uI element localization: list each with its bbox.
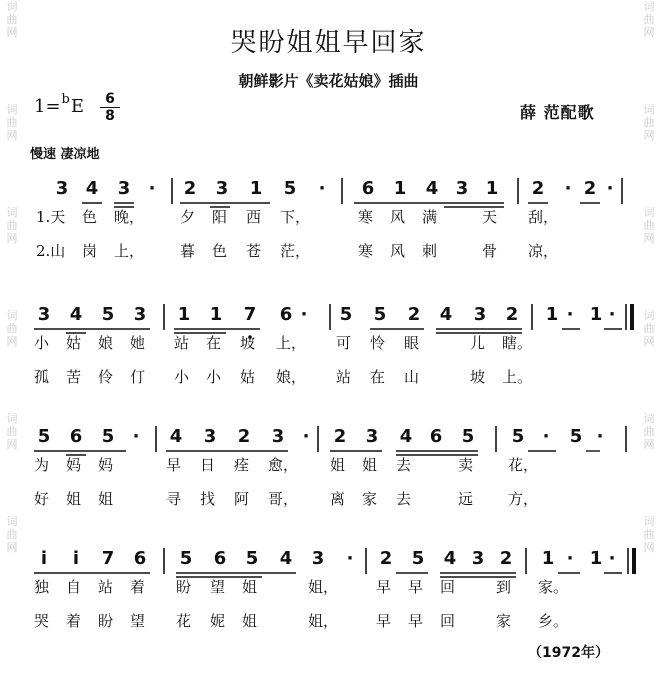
lyric-verse-2: 早 [408, 612, 424, 630]
note: 2 [505, 304, 519, 325]
lyric-verse-2: 姐 [242, 612, 258, 630]
note: 5 [411, 548, 425, 569]
lyric-verse-1: 愈， [268, 456, 299, 474]
note: · [606, 178, 614, 199]
note: 4 [443, 548, 457, 569]
time-signature [100, 92, 120, 123]
note: 3 [215, 178, 229, 199]
time-signature-top: 6 [105, 91, 115, 107]
note: · [300, 304, 308, 325]
note: · [346, 548, 354, 569]
note: 2 [379, 548, 393, 569]
lyric-verse-1: 可 [336, 334, 352, 352]
note: 6 [213, 548, 227, 569]
lyric-verse-1: 眼 [404, 334, 420, 352]
note: · [566, 548, 574, 569]
lyric-verse-2: 姐 [66, 490, 82, 508]
lyric-verse-2: 小 [206, 368, 222, 386]
lyric-verse-2: 风 [390, 242, 406, 260]
note: · [596, 426, 604, 447]
note: · [564, 178, 572, 199]
lyric-verse-1: 晚， [114, 208, 145, 226]
lyric-verse-2: 家 [496, 612, 512, 630]
note: 2 [583, 178, 597, 199]
note: 1 [393, 178, 407, 199]
lyric-verse-2: 找 [200, 490, 216, 508]
lyric-verse-1: 在 [206, 334, 222, 352]
note: · [608, 304, 616, 325]
lyric-verse-1: 寒 [358, 208, 374, 226]
lyric-verse-1: 早 [166, 456, 182, 474]
lyric-verse-1: 独 [34, 578, 50, 596]
key-signature [34, 92, 85, 117]
note: 5 [179, 548, 193, 569]
tempo-marking: 慢速 凄凉地 [30, 147, 100, 162]
note: 6 [69, 426, 83, 447]
note: 5 [569, 426, 583, 447]
note: 5 [101, 304, 115, 325]
lyric-verse-1: 1.天 [36, 208, 66, 226]
note: 6 [133, 548, 147, 569]
note: 3 [133, 304, 147, 325]
song-title: 哭盼姐姐早回家 [230, 28, 427, 58]
note: i [72, 548, 80, 569]
lyric-verse-2: 寻 [166, 490, 182, 508]
note: · [148, 178, 156, 199]
lyric-verse-1: 痊 [234, 456, 250, 474]
note: 1 [545, 304, 559, 325]
lyric-verse-2: 阿 [234, 490, 250, 508]
lyric-verse-1: 西 [246, 208, 262, 226]
lyric-verse-1: 卖 [458, 456, 474, 474]
note: 1 [249, 178, 263, 199]
score-system-2 [0, 304, 657, 424]
lyric-verse-2: 早 [376, 612, 392, 630]
lyric-verse-2: 着 [66, 612, 82, 630]
lyric-verse-1: 望 [210, 578, 226, 596]
lyric-verse-1: 自 [66, 578, 82, 596]
lyric-verse-1: 瞎。 [502, 334, 533, 352]
lyric-verse-1: 坡 [240, 334, 256, 352]
note: 4 [439, 304, 453, 325]
lyric-verse-1: 娘 [98, 334, 114, 352]
note: 7 [101, 548, 115, 569]
note: 4 [69, 304, 83, 325]
note: i [40, 548, 48, 569]
score-system-1 [0, 178, 657, 298]
lyric-verse-2: 茫， [280, 242, 311, 260]
watermark-right: 词 曲 网 词 曲 网 词 曲 网 词 曲 网 词 曲 网 词 曲 网 [643, 0, 655, 554]
lyric-verse-1: 色 [82, 208, 98, 226]
lyric-verse-1: 小 [34, 334, 50, 352]
note: 1 [541, 548, 555, 569]
note: 7 [243, 304, 257, 325]
lyric-verse-2: 骨 [482, 242, 498, 260]
key-note: E [70, 96, 85, 117]
note: 3 [271, 426, 285, 447]
lyric-verse-2: 寒 [358, 242, 374, 260]
note: 6 [361, 178, 375, 199]
note: 1 [485, 178, 499, 199]
lyric-verse-2: 2.山 [36, 242, 66, 260]
note: 5 [339, 304, 353, 325]
lyric-verse-2: 姐 [98, 490, 114, 508]
score-system-3 [0, 426, 657, 546]
year-note: （1972年） [528, 645, 609, 661]
lyric-verse-1: 妈 [98, 456, 114, 474]
lyric-verse-1: 姐 [362, 456, 378, 474]
flat-sign: b [61, 92, 70, 107]
lyric-verse-1: 姐 [242, 578, 258, 596]
lyric-verse-1: 为 [34, 456, 50, 474]
lyric-verse-1: 天 [482, 208, 498, 226]
note: 6 [279, 304, 293, 325]
note: 5 [373, 304, 387, 325]
note: 5 [101, 426, 115, 447]
note: 2 [499, 548, 513, 569]
note: 2 [407, 304, 421, 325]
note: 3 [55, 178, 69, 199]
lyric-verse-1: 刮， [528, 208, 559, 226]
lyric-verse-1: 盼 [176, 578, 192, 596]
note: 1 [177, 304, 191, 325]
time-signature-bottom: 8 [105, 108, 115, 124]
lyric-verse-2: 伶 [98, 368, 114, 386]
note: 3 [117, 178, 131, 199]
lyric-verse-2: 凉， [528, 242, 559, 260]
lyric-verse-2: 仃 [130, 368, 146, 386]
note: 3 [311, 548, 325, 569]
note: · [542, 426, 550, 447]
lyric-verse-2: 回 [440, 612, 456, 630]
lyric-verse-2: 姐， [308, 612, 339, 630]
lyric-verse-2: 岗 [82, 242, 98, 260]
lyric-verse-2: 山 [404, 368, 420, 386]
credit: 薛 范配歌 [520, 103, 595, 122]
note: · [318, 178, 326, 199]
lyric-verse-1: 风 [390, 208, 406, 226]
note: 3 [473, 304, 487, 325]
lyric-verse-1: 姐 [330, 456, 346, 474]
note: 6 [429, 426, 443, 447]
lyric-verse-1: 早 [376, 578, 392, 596]
note: · [132, 426, 140, 447]
lyric-verse-1: 去 [396, 456, 412, 474]
note: 4 [169, 426, 183, 447]
lyric-verse-2: 暮 [180, 242, 196, 260]
lyric-verse-1: 上， [276, 334, 307, 352]
note: 3 [37, 304, 51, 325]
lyric-verse-2: 哥， [268, 490, 299, 508]
lyric-verse-2: 坡 [470, 368, 486, 386]
lyric-verse-2: 小 [174, 368, 190, 386]
note: 3 [471, 548, 485, 569]
note: 2 [237, 426, 251, 447]
lyric-verse-2: 刺 [422, 242, 438, 260]
note: 3 [455, 178, 469, 199]
note: · [302, 426, 310, 447]
lyric-verse-2: 苦 [66, 368, 82, 386]
note: 2 [531, 178, 545, 199]
song-subtitle: 朝鲜影片《卖花姑娘》插曲 [238, 72, 419, 90]
lyric-verse-1: 儿 [470, 334, 486, 352]
lyric-verse-1: 花， [508, 456, 539, 474]
note: · [608, 548, 616, 569]
lyric-verse-2: 色 [212, 242, 228, 260]
lyric-verse-2: 上。 [502, 368, 533, 386]
lyric-verse-1: 站 [174, 334, 190, 352]
lyric-verse-2: 哭 [34, 612, 50, 630]
note: 3 [203, 426, 217, 447]
lyric-verse-2: 离 [330, 490, 346, 508]
note: 1 [589, 548, 603, 569]
lyric-verse-2: 娘， [276, 368, 307, 386]
note: 1 [209, 304, 223, 325]
note: 5 [37, 426, 51, 447]
note: 1 [589, 304, 603, 325]
note: 5 [245, 548, 259, 569]
lyric-verse-2: 上， [114, 242, 145, 260]
note: 2 [333, 426, 347, 447]
lyric-verse-1: 早 [408, 578, 424, 596]
lyric-verse-2: 妮 [210, 612, 226, 630]
note: 4 [279, 548, 293, 569]
key-prefix: 1= [34, 96, 61, 117]
lyric-verse-2: 远 [458, 490, 474, 508]
watermark-left: 词 曲 网 词 曲 网 词 曲 网 词 曲 网 词 曲 网 词 曲 网 [6, 0, 18, 554]
lyric-verse-2: 盼 [98, 612, 114, 630]
lyric-verse-1: 姐， [308, 578, 339, 596]
lyric-verse-2: 望 [130, 612, 146, 630]
lyric-verse-2: 乡。 [538, 612, 569, 630]
note: 5 [283, 178, 297, 199]
lyric-verse-2: 好 [34, 490, 50, 508]
lyric-verse-2: 家 [362, 490, 378, 508]
lyric-verse-2: 花 [176, 612, 192, 630]
note: 4 [425, 178, 439, 199]
lyric-verse-1: 怜 [370, 334, 386, 352]
note: 5 [461, 426, 475, 447]
lyric-verse-2: 姑 [240, 368, 256, 386]
lyric-verse-2: 孤 [34, 368, 50, 386]
note: 4 [399, 426, 413, 447]
lyric-verse-1: 阳 [212, 208, 228, 226]
lyric-verse-1: 下， [280, 208, 311, 226]
lyric-verse-1: 她 [130, 334, 146, 352]
lyric-verse-1: 家。 [538, 578, 569, 596]
note: · [566, 304, 574, 325]
lyric-verse-1: 站 [98, 578, 114, 596]
lyric-verse-1: 到 [496, 578, 512, 596]
lyric-verse-1: 着 [130, 578, 146, 596]
note: 4 [85, 178, 99, 199]
lyric-verse-1: 回 [440, 578, 456, 596]
lyric-verse-2: 去 [396, 490, 412, 508]
lyric-verse-2: 在 [370, 368, 386, 386]
lyric-verse-1: 夕 [180, 208, 196, 226]
note: 2 [183, 178, 197, 199]
lyric-verse-1: 姑 [66, 334, 82, 352]
lyric-verse-2: 苍 [246, 242, 262, 260]
lyric-verse-1: 妈 [66, 456, 82, 474]
lyric-verse-2: 站 [336, 368, 352, 386]
note: 5 [511, 426, 525, 447]
note: 3 [365, 426, 379, 447]
lyric-verse-1: 日 [200, 456, 216, 474]
lyric-verse-2: 方， [508, 490, 539, 508]
lyric-verse-1: 满 [422, 208, 438, 226]
